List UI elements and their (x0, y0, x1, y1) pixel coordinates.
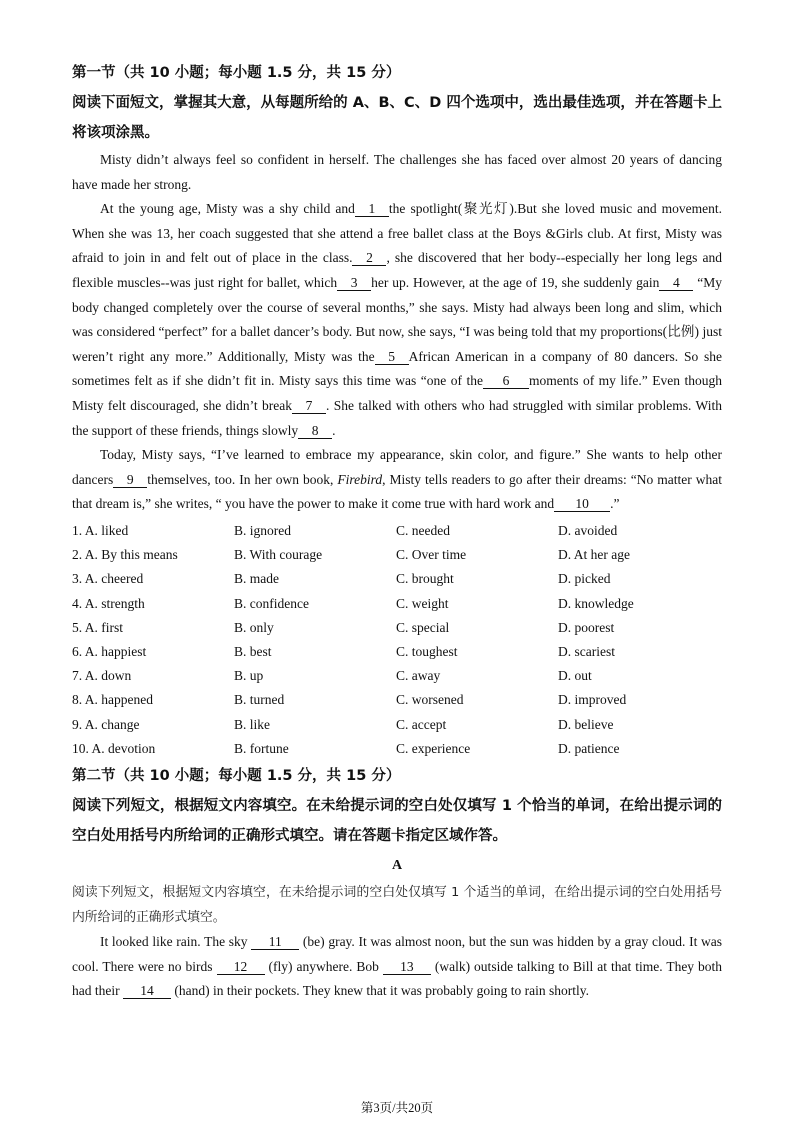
option-c: C. away (396, 668, 441, 684)
option-c: C. brought (396, 571, 454, 587)
options-row (72, 519, 722, 543)
options-list (72, 519, 722, 761)
option-b: B. best (234, 643, 272, 659)
option-c: C. needed (396, 522, 450, 538)
blank-4: 4 (659, 275, 693, 291)
option-a: 9. A. change (72, 716, 140, 732)
section2-heading: 第二节（共 10 小题；每小题 1.5 分，共 15 分） (72, 767, 401, 784)
option-b: B. ignored (234, 522, 291, 538)
options-row (72, 737, 722, 761)
part-a-instruction: 阅读下列短文，根据短文内容填空，在未给提示词的空白处仅填写 1 个适当的单词，在给出提示词的空白处用括号内所给词的正确形式填空。 (72, 884, 722, 925)
option-b: B. made (234, 571, 279, 587)
option-a: 6. A. happiest (72, 643, 147, 659)
passage1-paragraph2: At the young age, Misty was a shy child and 1 the spotlight(聚光灯).But she loved music and movement. When she was 13, her coach suggested that she attend a free ballet class at the Boys &Girls club. At first, Misty was afraid to join in and felt out of place in the class. 2 , she discovered that her body--especially her long legs and flexible muscles--was just right for ballet, which 3 her up. However, at the age of 19, she suddenly gain 4 “My body changed completely over the course of several months,” she says. Misty had always been long and slim, which was considered “perfect” for a ballet dancer’s body. But now, she says, “I was being told that my proportions(比例) just weren’t right any more.” Additionally, Misty was the 5 African American in a company of 80 dancers. So she sometimes felt as if she didn’t fit in. Misty says this time was “one of the 6 moments of my life.” Even though Misty felt discouraged, she didn’t break 7 . She talked with others who had struggled with similar problems. With the support of these friends, things slowly 8 . (72, 201, 723, 438)
blank-13: 13 (383, 959, 431, 975)
options-row (72, 688, 722, 712)
option-a: 7. A. down (72, 668, 132, 684)
blank-9: 9 (113, 472, 147, 488)
options-row (72, 567, 722, 591)
option-d: D. poorest (558, 619, 615, 635)
option-a: 10. A. devotion (72, 740, 156, 756)
option-c: C. worsened (396, 692, 464, 708)
option-d: D. improved (558, 692, 627, 708)
passage1-paragraph3: Today, Misty says, “I’ve learned to embrace my appearance, skin color, and figure.” She wants to help other dancers 9 themselves, too. In her own book, Firebird, Misty tells readers to go after their dreams: “No matter what that dream is,” she writes, “ you have the power to make it come true with hard work and 10 .” (72, 447, 722, 512)
option-b: B. up (234, 668, 264, 684)
blank-6: 6 (483, 373, 529, 389)
blank-11: 11 (251, 934, 299, 950)
options-row (72, 543, 722, 567)
options-row (72, 664, 722, 688)
passage2-paragraph: It looked like rain. The sky 11 (be) gray. It was almost noon, but the sun was hidden by a gray cloud. It was cool. There were no birds 12 (fly) anywhere. Bob 13 (walk) outside talking to Bill at that time. They both had their 14 (hand) in their pockets. They knew that it was probably going to rain shortly. (72, 934, 723, 999)
blank-12: 12 (217, 959, 265, 975)
blank-3: 3 (337, 275, 371, 291)
option-b: B. fortune (234, 740, 289, 756)
blank-7: 7 (292, 398, 326, 414)
option-c: C. accept (396, 716, 447, 732)
blank-8: 8 (298, 423, 332, 439)
section1-instruction: 阅读下面短文，掌握其大意，从每题所给的 A、B、C、D 四个选项中，选出最佳选项，并在答题卡上将该项涂黑。 (72, 95, 722, 141)
options-row (72, 713, 722, 737)
passage1-paragraph1: Misty didn’t always feel so confident in herself. The challenges she has faced over almost 20 years of dancing have made her strong. (72, 152, 722, 192)
blank-5: 5 (375, 349, 409, 365)
option-a: 4. A. strength (72, 595, 145, 611)
option-d: D. knowledge (558, 595, 634, 611)
option-c: C. toughest (396, 643, 458, 659)
options-row (72, 592, 722, 616)
blank-2: 2 (352, 250, 386, 266)
option-c: C. experience (396, 740, 471, 756)
option-c: C. weight (396, 595, 449, 611)
option-a: 3. A. cheered (72, 571, 144, 587)
option-b: B. turned (234, 692, 285, 708)
option-b: B. only (234, 619, 274, 635)
blank-1: 1 (355, 201, 389, 217)
option-b: B. like (234, 716, 270, 732)
blank-10: 10 (554, 496, 610, 512)
exam-page (72, 58, 722, 1004)
option-d: D. out (558, 668, 592, 684)
options-row (72, 640, 722, 664)
option-d: D. avoided (558, 522, 618, 538)
option-d: D. believe (558, 716, 614, 732)
section2-instruction: 阅读下列短文，根据短文内容填空。在未给提示词的空白处仅填写 1 个恰当的单词，在给出提示词的空白处用括号内所给词的正确形式填空。请在答题卡指定区域作答。 (72, 797, 722, 844)
option-d: D. patience (558, 740, 620, 756)
book-title: Firebird (337, 471, 383, 487)
option-b: B. confidence (234, 595, 309, 611)
option-a: 8. A. happened (72, 692, 153, 708)
option-d: D. picked (558, 571, 611, 587)
option-a: 5. A. first (72, 619, 124, 635)
options-row (72, 616, 722, 640)
option-d: D. scariest (558, 643, 615, 659)
option-a: 1. A. liked (72, 522, 129, 538)
part-a-title: A (391, 857, 403, 873)
option-d: D. At her age (558, 547, 630, 563)
blank-14: 14 (123, 983, 171, 999)
option-b: B. With courage (234, 547, 323, 563)
section1-heading: 第一节（共 10 小题；每小题 1.5 分，共 15 分） (72, 65, 401, 81)
option-a: 2. A. By this means (72, 547, 178, 563)
page-number: 第3页/共20页 (360, 1101, 434, 1115)
option-c: C. Over time (396, 547, 467, 563)
option-c: C. special (396, 619, 450, 635)
